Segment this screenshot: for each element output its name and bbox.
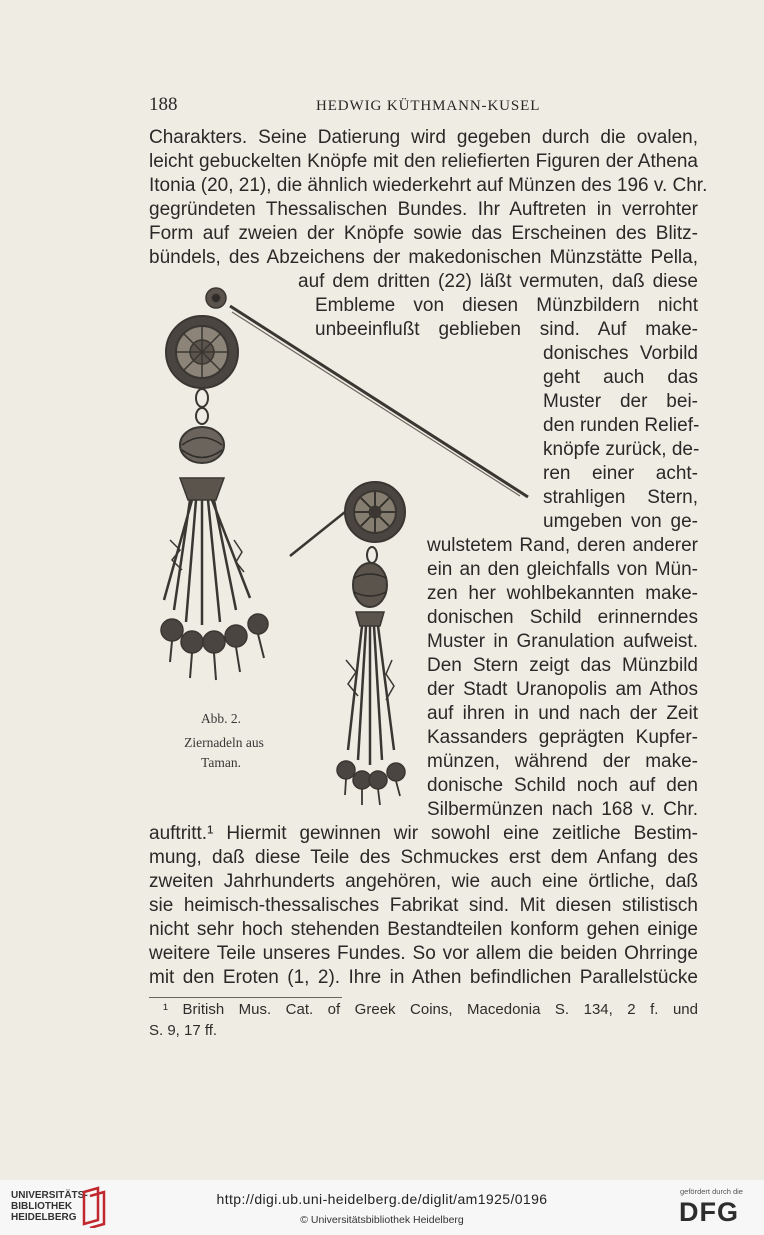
footnote-line1: ¹ British Mus. Cat. of Greek Coins, Macedonia S. 134, 2 f. und <box>163 1001 698 1018</box>
body-line: zweiten Jahrhunderts angehören, wie auch eine örtliche, daß <box>149 871 698 892</box>
pin-small <box>290 482 405 805</box>
copyright-notice: © Universitätsbibliothek Heidelberg <box>300 1214 464 1226</box>
body-line: ein an den gleichfalls von Mün- <box>427 559 698 580</box>
body-line: Muster in Granulation aufweist. <box>427 631 698 652</box>
body-line: auf ihren in und nach der Zeit <box>427 703 698 724</box>
body-line: mung, daß diese Teile des Schmuckes erst dem Anfang des <box>149 847 698 868</box>
funder-note: gefördert durch die <box>680 1187 743 1196</box>
body-line: Den Stern zeigt das Münzbild <box>427 655 698 676</box>
figure-caption-line2: Ziernadeln aus <box>184 735 264 750</box>
figure-caption-line3: Taman. <box>201 755 241 770</box>
body-line: mit den Eroten (1, 2). Ihre in Athen befindlichen Parallelstücke <box>149 967 698 988</box>
body-line: sie heimisch-thessalisches Fabrikat sind. Mit diesen stilistisch <box>149 895 698 916</box>
dfg-logo[interactable]: DFG <box>679 1197 739 1227</box>
footnote-line2: S. 9, 17 ff. <box>149 1022 218 1039</box>
permalink-url[interactable]: http://digi.ub.uni-heidelberg.de/diglit/am1925/0196 <box>216 1191 548 1207</box>
body-line: Muster der bei- <box>543 391 698 412</box>
body-line: gegründeten Thessalischen Bundes. Ihr Auftreten in verrohter <box>149 199 698 220</box>
body-line: donischen Schild erinnerndes <box>427 607 698 628</box>
running-head: HEDWIG KÜTHMANN-KUSEL <box>316 98 541 114</box>
body-line: strahligen Stern, <box>543 487 698 508</box>
body-line: den runden Relief- <box>543 415 700 436</box>
body-line: bündels, des Abzeichens der makedonischen Münzstätte Pella, <box>149 247 698 268</box>
body-line: knöpfe zurück, de- <box>543 439 700 460</box>
body-line: umgeben von ge- <box>543 511 698 532</box>
body-line: leicht gebuckelten Knöpfe mit den reliefierten Figuren der Athena <box>149 151 698 172</box>
body-line: ren einer acht- <box>543 463 698 484</box>
body-line: Itonia (20, 21), die ähnlich wiederkehrt auf Münzen des 196 v. Chr. <box>149 175 708 196</box>
body-line: unbeeinflußt geblieben sind. Auf make- <box>315 319 698 340</box>
body-line: geht auch das <box>543 367 698 388</box>
viewer-footer <box>0 1180 764 1235</box>
body-line: Charakters. Seine Datierung wird gegeben durch die ovalen, <box>149 127 698 148</box>
footnote-rule <box>149 997 342 998</box>
body-line: zen her wohlbekannten make- <box>427 583 698 604</box>
body-line: auf dem dritten (22) läßt vermuten, daß diese <box>298 271 698 292</box>
body-line: Kassanders geprägten Kupfer- <box>427 727 698 748</box>
body-line: Silbermünzen nach 168 v. Chr. <box>427 799 698 820</box>
body-line: weitere Teile unseres Fundes. So vor allem die beiden Ohrringe <box>149 943 698 964</box>
page-number: 188 <box>149 94 178 115</box>
body-line: nicht sehr hoch stehenden Bestandteilen konform gehen einige <box>149 919 698 940</box>
body-line: Embleme von diesen Münzbildern nicht <box>315 295 698 316</box>
figure-caption-number: Abb. 2. <box>200 711 242 726</box>
body-line: Form auf zweien der Knöpfe sowie das Erscheinen des Blitz- <box>149 223 698 244</box>
body-line: donisches Vorbild <box>543 343 698 364</box>
library-logo-text[interactable]: UNIVERSITÄTS- BIBLIOTHEK HEIDELBERG <box>11 1190 88 1223</box>
body-line: wulstetem Rand, deren anderer <box>427 535 698 556</box>
body-line: der Stadt Uranopolis am Athos <box>427 679 698 700</box>
body-line: donische Schild noch auf den <box>427 775 698 796</box>
body-line: auftritt.¹ Hiermit gewinnen wir sowohl eine zeitliche Bestim- <box>149 823 698 844</box>
body-line: münzen, während der make- <box>427 751 698 772</box>
